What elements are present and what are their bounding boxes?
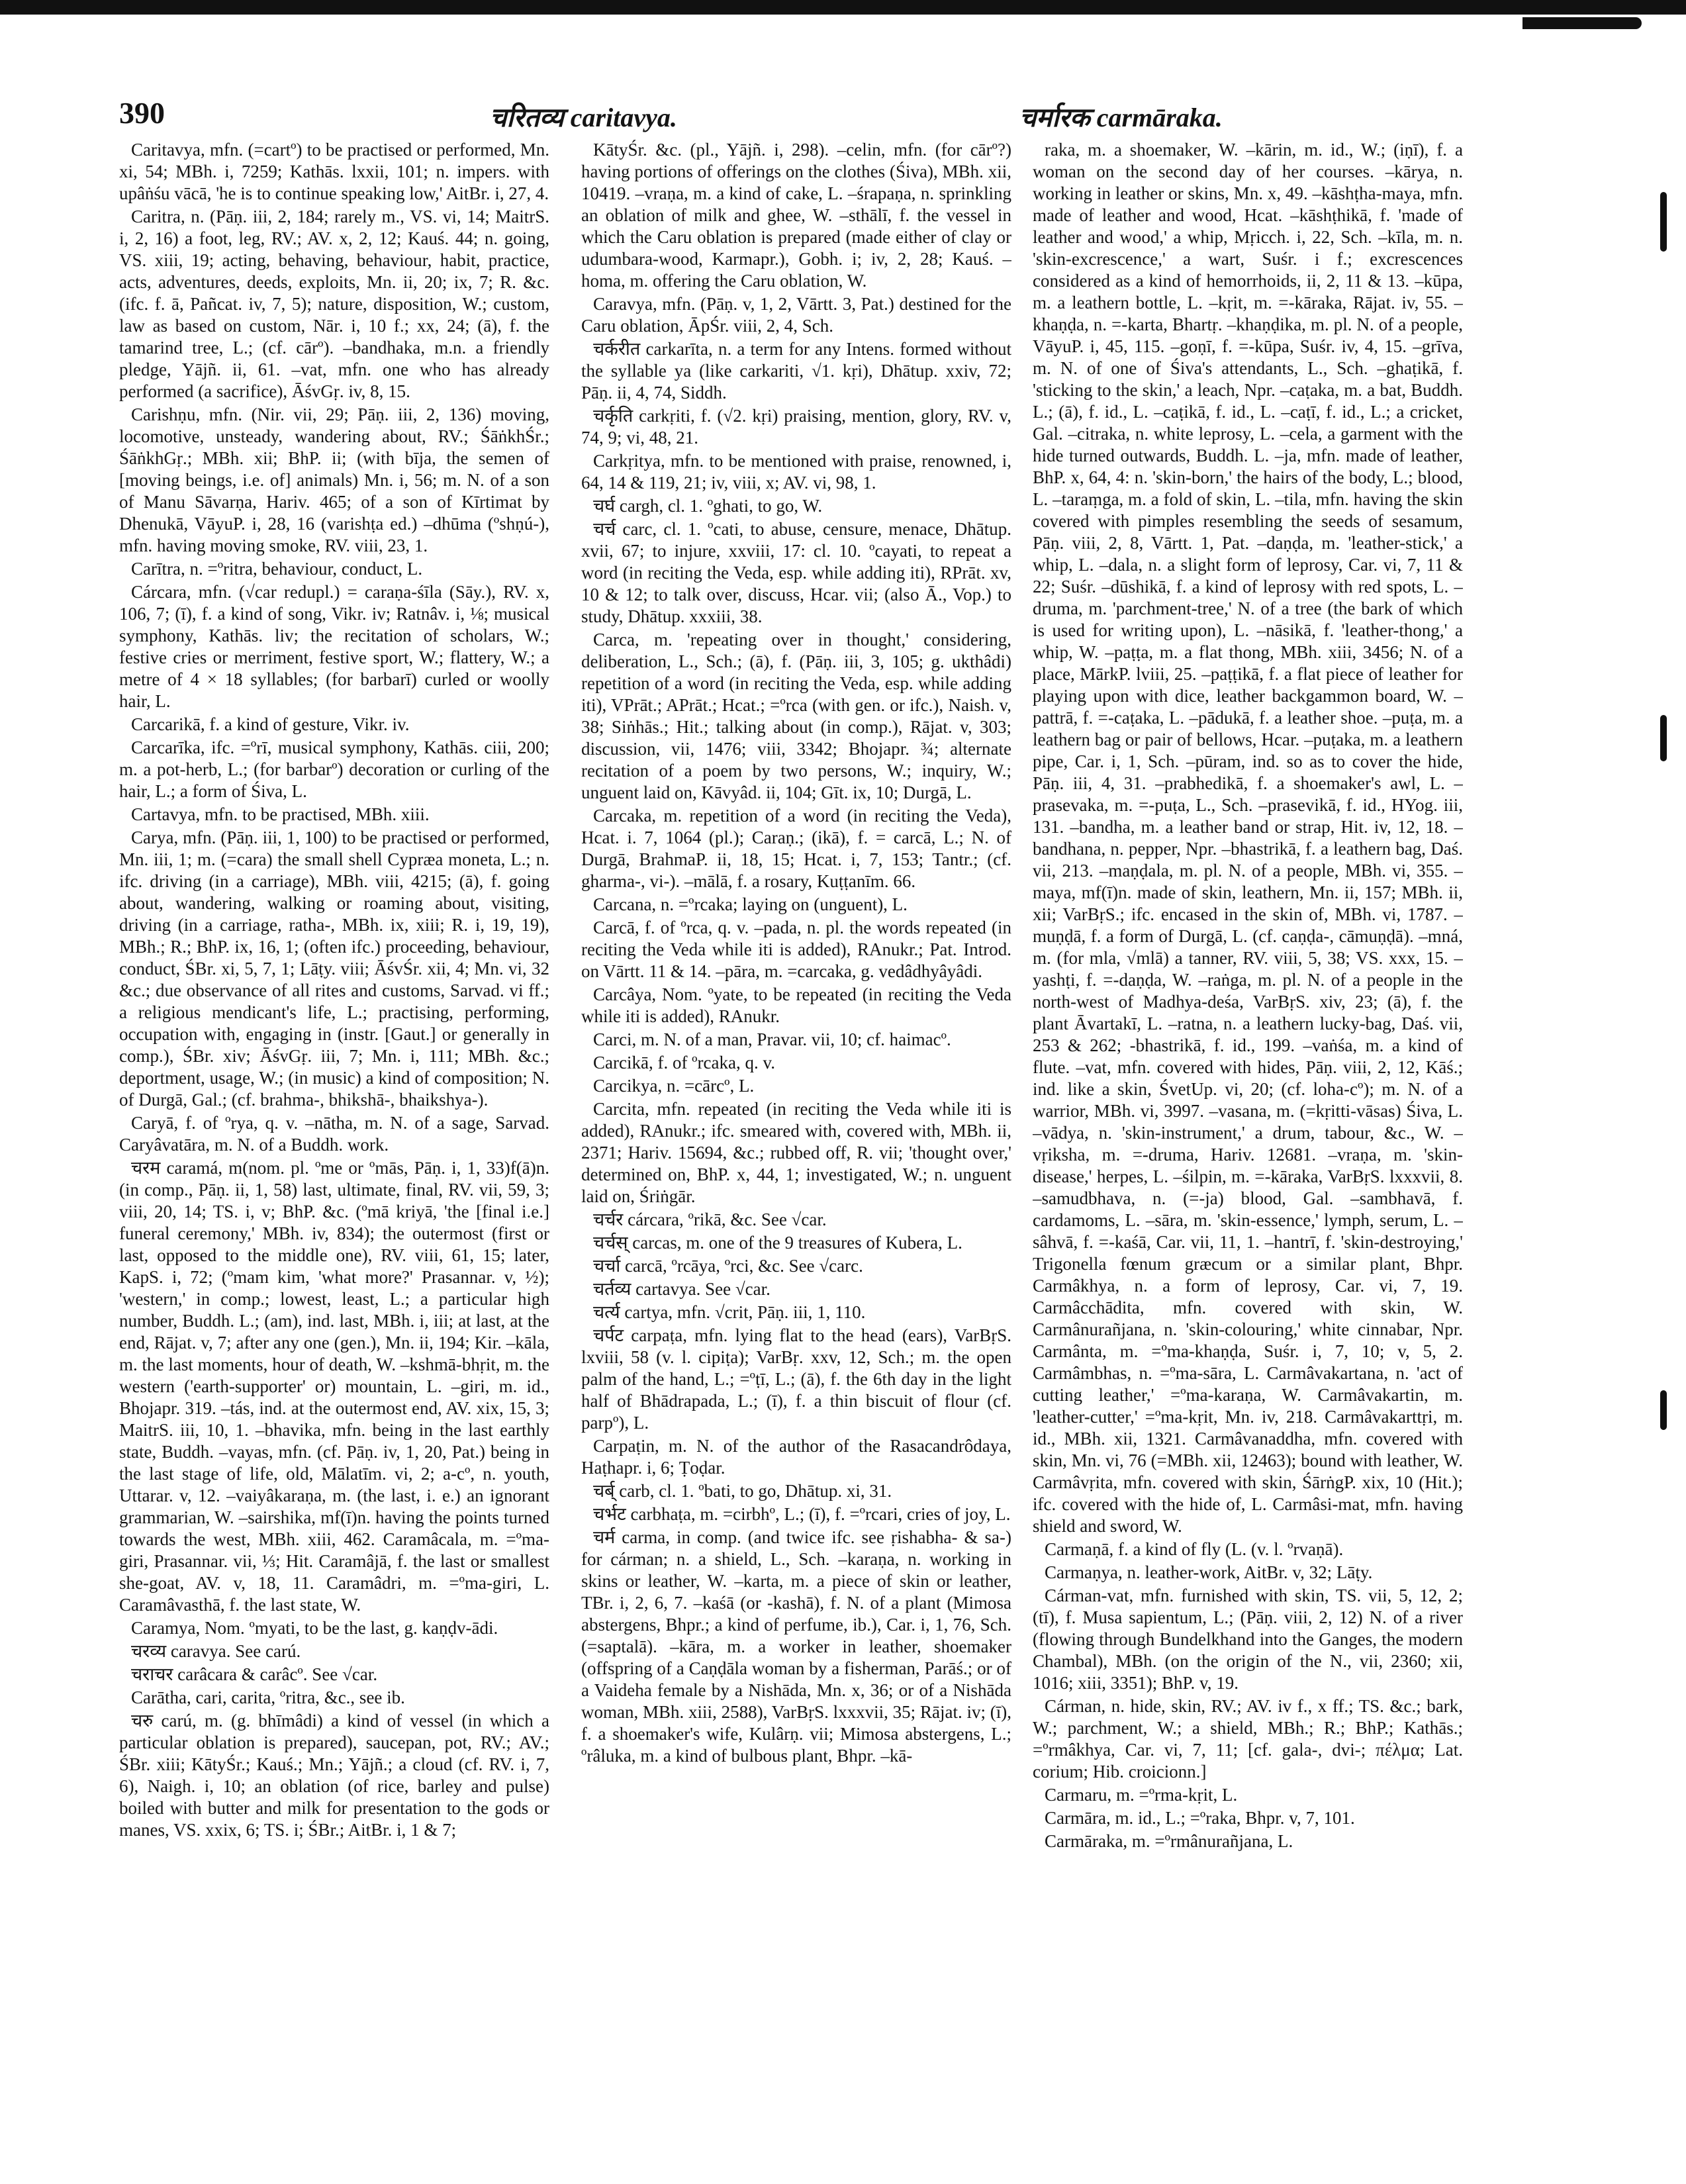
dictionary-entry: चर्भट carbhaṭa, m. =cirbhº, L.; (ī), f. =ºrcari, cries of joy, L. xyxy=(593,1504,1011,1524)
dictionary-entry: Cárcara, mfn. (√car redupl.) = caraṇa-śīla (Sāy.), RV. x, 106, 7; (ī), f. a kind of song, Vikr. iv; Ratnâv. i, ⅛; musical symphony, Kathās. liv; the recitation of scholars, W.; festive cries or merriment, festive sport, W.; flattery, W.; a metre of 4 × 18 syllables; (for barbarī) curled or woolly hair, L. xyxy=(119,582,549,711)
dictionary-column-2 xyxy=(581,139,1011,2152)
dictionary-entry: Cárman-vat, mfn. furnished with skin, TS. vii, 5, 12, 2; (tī), f. Musa sapientum, L.; (Pāṇ. viii, 2, 12) N. of a river (flowing through Bundelkhand into the Ganges, the modern Chambal), MBh. (on the origin of the N., vii, 2360; xii, 1016; xiii, 3351); BhP. v, 19. xyxy=(1033,1586,1463,1693)
dictionary-entry: Carmaru, m. =ºrma-kṛit, L. xyxy=(1045,1785,1238,1805)
dictionary-entry: चर्कृति carkṛiti, f. (√2. kṛi) praising, mention, glory, RV. v, 74, 9; vi, 48, 21. xyxy=(581,406,1011,448)
dictionary-entry: चर्म carma, in comp. (and twice ifc. see ṛishabha- & sa-) for cárman; n. a shield, L., Sch. –karaṇa, n. working in skins or leather, W. –karta, m. a piece of skin or leather, TBr. i, 2, 6, 7. –kaśā (or -kashā), f. N. of a plant (Mimosa abstergens, Bhpr.; a kind of perfume, ib.), Car. i, 1, 76, Sch. (=saptalā). –kāra, m. a worker in leather, shoemaker (offspring of a Caṇḍāla woman by a fisherman, Parāś.; or of a Vaideha female by a Nishāda, Mn. x, 36; or of a Nishāda woman, MBh. xiii, 2588), VarBṛS. lxxxvii, 35; Rājat. iv; (ī), f. a shoemaker's wife, Kulârṇ. vii; Mimosa abstergens, L.; ºrâluka, m. a kind of bulbous plant, Bhpr. –kā- xyxy=(581,1527,1011,1766)
scan-speck xyxy=(1660,192,1667,252)
dictionary-entry: चर्चा carcā, ºrcāya, ºrci, &c. See √carc. xyxy=(593,1256,863,1276)
scan-speck xyxy=(1660,1390,1667,1430)
running-head-right: चर्मारक carmāraka. xyxy=(1019,103,1223,132)
dictionary-entry: चर्पट carpaṭa, mfn. lying flat to the head (ears), VarBṛS. lxviii, 58 (v. l. cipiṭa); VarBṛ. xxv, 12, Sch.; m. the open palm of the hand, L.; =ºṭī, L.; (ā), f. the 6th day in the light half of Bhādrapada, L.; (ī), f. a thin biscuit of flour (cf. parpº), L. xyxy=(581,1325,1011,1433)
dictionary-column-3 xyxy=(1033,139,1463,2152)
dictionary-entry: Caryā, f. of ºrya, q. v. –nātha, m. N. of a sage, Sarvad. Caryâvatāra, m. N. of a Buddh. work. xyxy=(119,1113,549,1155)
dictionary-entry: Carcana, n. =ºrcaka; laying on (unguent), L. xyxy=(593,894,908,914)
dictionary-entry: चर्तव्य cartavya. See √car. xyxy=(593,1279,771,1299)
dictionary-entry: Carcâya, Nom. ºyate, to be repeated (in reciting the Veda while iti is added), RAnukr. xyxy=(581,984,1011,1026)
scan-speck xyxy=(1660,715,1667,761)
scan-edge-mark xyxy=(1522,17,1642,29)
dictionary-entry: Caravya, mfn. (Pāṇ. v, 1, 2, Vārtt. 3, Pat.) destined for the Caru oblation, ĀpŚr. viii, 2, 4, Sch. xyxy=(581,294,1011,336)
dictionary-entry: Carcarīka, ifc. =ºrī, musical symphony, Kathās. ciii, 200; m. a pot-herb, L.; (for barbarº) decoration or curling of the hair, L.; a form of Śiva, L. xyxy=(119,737,549,801)
dictionary-entry: Carishṇu, mfn. (Nir. vii, 29; Pāṇ. iii, 2, 136) moving, locomotive, unsteady, wandering about, RV.; ŚāṅkhŚr.; ŚāṅkhGṛ.; MBh. xii; BhP. ii; (with bīja, the semen of [moving beings, i.e. of] animals) Mn. i, 56; m. N. of a son of Manu Sāvarṇa, Hariv. 465; of a son of Kīrtimat by Dhenukā, VāyuP. i, 28, 16 (varishṭa ed.) –dhūma (ºshṇú-), mfn. having moving smoke, RV. viii, 23, 1. xyxy=(119,404,549,555)
dictionary-entry: Carātha, cari, carita, ºritra, &c., see ib. xyxy=(131,1687,405,1707)
dictionary-entry: चर्त्य cartya, mfn. √crit, Pāṇ. iii, 1, 110. xyxy=(593,1302,866,1322)
dictionary-entry: Cartavya, mfn. to be practised, MBh. xiii. xyxy=(131,804,430,824)
dictionary-entry: चर्ब् carb, cl. 1. ºbati, to go, Dhātup. xi, 31. xyxy=(593,1481,892,1501)
dictionary-entry: चर्घ cargh, cl. 1. ºghati, to go, W. xyxy=(593,496,823,516)
dictionary-entry: Carcita, mfn. repeated (in reciting the Veda while iti is added), RAnukr.; ifc. smeared with, covered with, MBh. ii, 2371; Hariv. 15694, &c.; rubbed off, R. vii; 'thought over,' determined on, BhP. x, 44, 1; investigated, W.; n. unguent laid on, Śriṅgār. xyxy=(581,1099,1011,1206)
dictionary-entry: चरव्य caravya. See carú. xyxy=(131,1641,301,1661)
page-header xyxy=(119,93,1549,132)
dictionary-entry: Carmāraka, m. =ºrmânurañjana, L. xyxy=(1045,1831,1293,1851)
dictionary-entry: Carcarikā, f. a kind of gesture, Vikr. iv. xyxy=(131,714,410,734)
dictionary-entry: Carca, m. 'repeating over in thought,' considering, deliberation, L., Sch.; (ā), f. (Pāṇ. iii, 3, 105; g. ukthâdi) repetition of a word (in reciting the Veda, esp. while adding iti), VPrāt.; APrāt.; Hcat.; =ºrca (with gen. or ifc.), Naish. v, 38; Siṅhās.; Hit.; talking about (in comp.), Rājat. v, 303; discussion, vii, 1476; viii, 3342; Bhojapr. ¾; alternate recitation of a poem by two persons, W.; inquiry, W.; unguent laid on, Kāvyâd. ii, 104; Gīt. ix, 10; Durgā, L. xyxy=(581,630,1011,802)
page-number: 390 xyxy=(119,96,165,130)
dictionary-entry: चरम caramá, m(nom. pl. ºme or ºmās, Pāṇ. i, 1, 33)f(ā)n. (in comp., Pāṇ. ii, 1, 58) last, ultimate, final, RV. vii, 59, 3; viii, 20, 14; TS. i, v; BhP. &c. (ºmā kriyā, 'the [final i.e.] funeral ceremony,' MBh. iv, 834); the outermost (first or last, opposed to the middle one), RV. viii, 61, 15; later, KapS. i, 72; (ºmam kim, 'what more?' Prasannar. v, ½); 'western,' in comp.; lowest, least, L.; a particular high number, Buddh. L.; (am), ind. last, MBh. i, iii; at last, at the end, Rājat. v, 7; after any one (gen.), Mn. ii, 194; Kir. –kāla, m. the last moments, hour of death, W. –kshmā-bhṛit, m. the western ('earth-supporter' or) mountain, L. –giri, m. id., Bhojapr. 319. –tás, ind. at the outermost end, AV. xix, 15, 3; MaitrS. iii, 10, 1. –bhavika, mfn. being in the last earthly state, Buddh. –vayas, mfn. (cf. Pāṇ. iv, 1, 20, Pat.) being in the last stage of life, old, Mālatīm. vi, 2; a-cº, n. youth, Uttarar. v, 12. –vaiyâkaraṇa, m. (the last, i. e.) an ignorant grammarian, W. –sairshika, mf(ī)n. having the points turned towards the west, MBh. xiii, 462. Caramâcala, m. =ºma-giri, Prasannar. vii, ⅓; Hit. Caramâjā, f. the last or smallest she-goat, AV. v, 18, 11. Caramâdri, m. =ºma-giri, L. Caramâvasthā, f. the last state, W. xyxy=(119,1158,549,1615)
dictionary-entry: Carya, mfn. (Pāṇ. iii, 1, 100) to be practised or performed, Mn. iii, 1; m. (=cara) the small shell Cypræa moneta, L.; n. ifc. driving (in a carriage), MBh. viii, 4215; (ā), f. going about, wandering, walking or roaming about, visiting, driving (in a carriage, ratha-, MBh. ix, xiii; R. i, 19, 19), MBh.; R.; BhP. ix, 16, 1; (often ifc.) proceeding, behaviour, conduct, ŚBr. xi, 5, 7, 1; Lāṭy. viii; ĀśvŚr. xii, 4; Mn. vi, 32 &c.; due observance of all rites and customs, Sarvad. vi ff.; a religious mendicant's life, L.; practising, performing, occupation with, engaging in (instr. [Gaut.] or generally in comp.), ŚBr. xiv; ĀśvGṛ. iii, 7; Mn. i, 111; MBh. &c.; deportment, usage, W.; (in music) a kind of composition; N. of Durgā, Gal.; (cf. brahma-, bhikshā-, bhaikshya-). xyxy=(119,828,549,1110)
dictionary-entry: चर्च carc, cl. 1. ºcati, to abuse, censure, menace, Dhātup. xvii, 67; to injure, xxviii, 17: cl. 10. ºcayati, to repeat a word (in reciting the Veda, esp. while adding iti), RPrāt. xv, 10 & 12; to talk over, discuss, Hcar. vii; (also Ā., Vop.) to study, Dhātup. xxxiii, 38. xyxy=(581,519,1011,626)
dictionary-entry: चर्करीत carkarīta, n. a term for any Intens. formed without the syllable ya (like carkariti, √1. kṛi), Dhātup. xxiv, 72; Pāṇ. ii, 4, 74, Siddh. xyxy=(581,339,1011,403)
dictionary-entry: Carmāra, m. id., L.; =ºraka, Bhpr. v, 7, 101. xyxy=(1045,1808,1355,1828)
dictionary-entry: Carcaka, m. repetition of a word (in reciting the Veda), Hcat. i. 7, 1064 (pl.); Caraṇ.; (ikā), f. = carcā, L.; N. of Durgā, BrahmaP. ii, 18, 15; Hcat. i, 7, 153; Tantr.; (cf. gharma-, vi-). –mālā, f. a rosary, Kuṭṭanīm. 66. xyxy=(581,806,1011,891)
dictionary-entry: Carkṛitya, mfn. to be mentioned with praise, renowned, i, 64, 14 & 119, 21; iv, viii, x; AV. vi, 98, 1. xyxy=(581,451,1011,493)
dictionary-entry: raka, m. a shoemaker, W. –kārin, m. id., W.; (iṇī), f. a woman on the second day of her courses. –kārya, n. working in leather or skins, Mn. x, 49. –kāshṭha-maya, mfn. made of leather and wood, Hcat. –kāshṭhikā, f. 'made of leather and wood,' a whip, Mṛicch. i, 22, Sch. –kīla, m. n. 'skin-excrescence,' a wart, Suśr. i f.; excrescences considered as a kind of hemorrhoids, ii, 2, 11 & 13. –kūpa, m. a leathern bottle, L. –kṛit, m. =-kāraka, Rājat. iv, 55. –khaṇḍa, n. =-karta, Bhartṛ. –khaṇḍika, m. pl. N. of a people, VāyuP. i, 45, 115. –goṇī, f. =-kūpa, Suśr. iv, 4, 15. –grīva, m. N. of one of Śiva's attendants, L., Sch. –ghaṭikā, f. 'sticking to the skin,' a leach, Npr. –caṭaka, m. a bat, Buddh. L.; (ā), f. id., L. –caṭikā, f. id., L. –caṭī, f. id., L.; a cricket, Gal. –citraka, n. white leprosy, L. –cela, a garment with the hide turned outwards, Buddh. L. –ja, mfn. made of leather, BhP. x, 64, 4: n. 'skin-born,' the hairs of the body, L.; blood, L. –taraṃga, m. a fold of skin, L. –tila, mfn. having the skin covered with pimples resembling the seeds of sesamum, Pāṇ. viii, 2, 8, Vārtt. 1, Pat. –daṇḍa, m. 'leather-stick,' a whip, L. –dala, n. a slight form of leprosy, Car. vi, 7, 11 & 22; Suśr. –dūshikā, f. a kind of leprosy with red spots, L. –druma, m. 'parchment-tree,' N. of a tree (the bark of which is used for writing upon), L. –nāsikā, f. 'leather-thong,' a whip, W. –paṭṭa, m. a flat thong, MBh. xiii, 3456; N. of a place, MārkP. lviii, 25. –paṭṭikā, f. a flat piece of leather for playing upon with dice, leather backgammon board, W. –pattrā, f. =-caṭaka, L. –pādukā, f. a leather shoe. –puṭa, m. a leathern bag or pair of bellows, Hcar. –puṭaka, m. a leathern pipe, Car. i, 1, Sch. –pūram, ind. so as to cover the hide, Pāṇ. iii, 4, 31. –prabhedikā, f. a shoemaker's awl, L. –prasevaka, m. =-puṭa, L., Sch. –prasevikā, f. id., HYog. iii, 131. –bandha, m. a leather band or strap, Hit. iv, 12, 18. –bandhana, n. pepper, Npr. –bhastrikā, f. a leathern bag, Daś. vii, 213. –maṇḍala, m. pl. N. of a people, MBh. vi, 355. –maya, mf(ī)n. made of skin, leathern, Mn. ii, 157; MBh. ii, xii; VarBṛS.; ifc. encased in the skin of, MBh. vi, 1787. –muṇḍā, f. a form of Durgā, L. (cf. caṇḍa-, cāmuṇḍā). –mná, m. (for mla, √mlā) a tanner, RV. viii, 5, 38; VS. xxx, 15. –yashṭi, f. =-daṇḍa, W. –raṅga, m. pl. N. of a people in the north-west of Madhya-deśa, VarBṛS. xiv, 23; (ā), f. the plant Āvartakī, L. –ratna, n. a leathern lucky-bag, Daś. vii, 253 & 262; -bhastrikā, f. id., 199. –vaṅśa, m. a kind of flute. –vat, mfn. covered with hides, Pāṇ. viii, 2, 12, Kāś.; ind. like a skin, ŚvetUp. vi, 20; (cf. loha-cº); m. N. of a warrior, MBh. vi, 3997. –vasana, m. (=kṛitti-vāsas) Śiva, L. –vādya, n. 'skin-instrument,' a drum, tabour, &c., W. –vṛiksha, m. =-druma, Hariv. 12681. –vraṇa, m. 'skin-disease,' herpes, L. –śilpin, m. =-kāraka, VarBṛS. lxxxvii, 8. –samudbhava, n. (=-ja) blood, Gal. –sambhavā, f. cardamoms, L. –sāra, m. 'skin-essence,' lymph, serum, L. –sâhvā, f. =-kaśā, Car. vii, 11, 1. –hantrī, f. 'skin-destroying,' Trigonella fœnum græcum or a similar plant, Bhpr. Carmâkhya, n. a form of leprosy, Car. vi, 7, 19. Carmâcchādita, mfn. covered with skin, W. Carmânurañjana, n. 'skin-colouring,' white cinnabar, Npr. Carmânta, m. =ºma-khaṇḍa, Suśr. i, 7, 10; v, 5, 2. Carmâmbhas, n. =ºma-sāra, L. Carmâvakartana, n. 'act of cutting leather,' =ºma-karaṇa, W. Carmâvakartin, m. 'leather-cutter,' =ºma-kṛit, Mn. iv, 218. Carmâvakarttṛi, m. id., MBh. xii, 1321. Carmâvanaddha, mfn. covered with skin, Mn. vi, 76 (=MBh. xii, 12463); bound with leather, W. Carmâvṛita, mfn. covered with skin, ŚārṅgP. xix, 10 (Hit.); ifc. covered with the hide of, L. Carmâsi-mat, mfn. having shield and sword, W. xyxy=(1033,140,1463,1536)
dictionary-entry: चरु carú, m. (g. bhīmâdi) a kind of vessel (in which a particular oblation is prepared), saucepan, pot, RV.; AV.; ŚBr. xiii; KātyŚr.; Kauś.; Mn.; Yājñ.; a cloud (cf. RV. i, 7, 6), Naigh. i, 10; an oblation (of rice, barley and pulse) boiled with butter and milk for presentation to the gods or manes, VS. xxix, 6; TS. i; ŚBr.; AitBr. i, 1 & 7; xyxy=(119,1711,549,1840)
dictionary-entry: Carci, m. N. of a man, Pravar. vii, 10; cf. haimacº. xyxy=(593,1029,951,1049)
dictionary-entry: चराचर carâcara & carâcº. See √car. xyxy=(131,1664,378,1684)
dictionary-entry: KātyŚr. &c. (pl., Yājñ. i, 298). –celin, mfn. (for cārº?) having portions of offerings on the clothes (Śiva), MBh. xii, 10419. –vraṇa, m. a kind of cake, L. –śrapaṇa, n. sprinkling an oblation of milk and ghee, W. –sthālī, f. the vessel in which the Caru oblation is prepared (made either of clay or udumbara-wood, Karmapr.), Gobh. i; iv, 2, 28; Kauś. –homa, m. offering the Caru oblation, W. xyxy=(581,140,1011,291)
dictionary-entry: Carītra, n. =ºritra, behaviour, conduct, L. xyxy=(131,559,423,579)
dictionary-entry: Carcikā, f. of ºrcaka, q. v. xyxy=(593,1053,775,1072)
dictionary-entry: Caritavya, mfn. (=cartº) to be practised or performed, Mn. xi, 54; MBh. i, 7259; Kathās. lxxii, 101; n. impers. with upâṅśu vācā, 'he is to continue speaking low,' AitBr. i, 27, 4. xyxy=(119,140,549,203)
scan-top-border xyxy=(0,0,1686,15)
dictionary-entry: Cárman, n. hide, skin, RV.; AV. iv f., x ff.; TS. &c.; bark, W.; parchment, W.; a shield, MBh.; R.; BhP.; Kathās.; =ºrmâkhya, Car. vi, 7, 11; [cf. gala-, dvi-; πέλμα; Lat. corium; Hib. croicionn.] xyxy=(1033,1696,1463,1781)
dictionary-entry: Caritra, n. (Pāṇ. iii, 2, 184; rarely m., VS. vi, 14; MaitrS. i, 2, 16) a foot, leg, RV.; AV. x, 2, 12; Kauś. 44; n. going, VS. xiii, 19; acting, behaving, behaviour, habit, practice, acts, adventures, deeds, exploits, Mn. ii, 20; ix, 7; R. &c. (ifc. f. ā, Pañcat. iv, 7, 5); nature, disposition, W.; custom, law as based on custom, Nār. i, 10 f.; xx, 24; (ā), f. the tamarind tree, L.; (cf. cārº). –bandhaka, m.n. a friendly pledge, Yājñ. ii, 61. –vat, mfn. one who has already performed (a sacrifice), ĀśvGṛ. iv, 8, 15. xyxy=(119,207,549,401)
dictionary-column-1 xyxy=(119,139,549,2152)
dictionary-entry: Carmaṇā, f. a kind of fly (L. (v. l. ºrvaṇā). xyxy=(1045,1539,1344,1559)
dictionary-entry: Caramya, Nom. ºmyati, to be the last, g. kaṇḍv-ādi. xyxy=(131,1618,498,1638)
running-head-left: चरितव्य caritavya. xyxy=(490,103,677,132)
dictionary-entry: चर्चस् carcas, m. one of the 9 treasures of Kubera, L. xyxy=(593,1233,962,1253)
dictionary-entry: चर्चर cárcara, ºrikā, &c. See √car. xyxy=(593,1210,827,1229)
dictionary-entry: Carpaṭin, m. N. of the author of the Rasacandrôdaya, Haṭhapr. i, 6; Ṭoḍar. xyxy=(581,1436,1011,1478)
dictionary-entry: Carcā, f. of ºrca, q. v. –pada, n. pl. the words repeated (in reciting the Veda while iti is added), RAnukr.; Pat. Introd. on Vārtt. 11 & 14. –pāra, m. =carcaka, g. vedâdhyâyâdi. xyxy=(581,918,1011,981)
dictionary-entry: Carcikya, n. =cārcº, L. xyxy=(593,1076,755,1096)
dictionary-entry: Carmaṇya, n. leather-work, AitBr. v, 32; Lāṭy. xyxy=(1045,1562,1373,1582)
